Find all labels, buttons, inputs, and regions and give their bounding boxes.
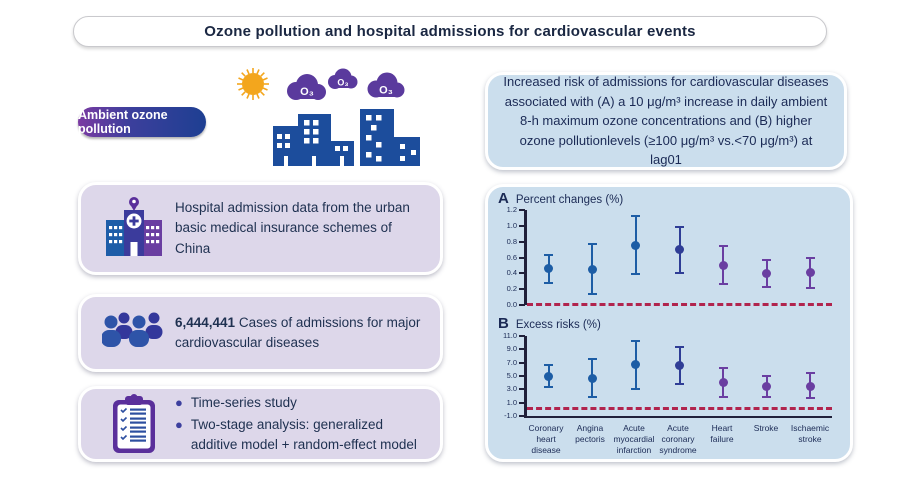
data-point: [675, 361, 684, 370]
cases-box: [78, 294, 443, 372]
y-tick-mark: [519, 402, 525, 404]
error-bar-cap-top: [719, 367, 728, 369]
list-item: [175, 393, 426, 413]
data-point: [762, 382, 771, 391]
y-tick-mark: [519, 375, 525, 377]
error-bar-cap-top: [675, 226, 684, 228]
cases-label: Cases of admissions for major cardiovascular diseases: [175, 314, 421, 350]
methods-box: [78, 386, 443, 462]
y-tick-label: -1.0: [504, 411, 517, 420]
bullet-icon: ●: [175, 416, 183, 432]
error-bar-cap-top: [719, 245, 728, 247]
y-tick-mark: [519, 257, 525, 259]
y-tick-mark: [519, 335, 525, 337]
ozone-cloud-icon: [328, 69, 358, 90]
data-point: [631, 241, 640, 250]
y-tick-mark: [519, 272, 525, 274]
people-icon: [102, 310, 166, 356]
category-label: Ischaemic stroke: [790, 423, 830, 445]
error-bar-cap-top: [762, 375, 771, 377]
cases-text: [175, 313, 426, 354]
method-1: Time-series study: [190, 394, 297, 410]
cloud-label: O₃: [300, 86, 314, 98]
panel-a-plot: [506, 205, 832, 309]
panel-a-letter: A: [498, 190, 509, 207]
y-tick-label: 1.0: [506, 397, 517, 407]
title-bar: [73, 16, 827, 47]
sun-icon: [237, 68, 269, 100]
data-point: [675, 245, 684, 254]
error-bar-cap-bottom: [719, 396, 728, 398]
category-axis-labels: [524, 423, 832, 456]
error-bar-cap-top: [675, 346, 684, 348]
error-bar-cap-bottom: [762, 286, 771, 288]
cloud-label: O₃: [379, 84, 393, 97]
ozone-cloud-icon: [368, 73, 405, 98]
panel-a-title: Percent changes (%): [515, 194, 624, 206]
y-tick-mark: [519, 241, 525, 243]
clipboard-icon: [111, 393, 157, 455]
y-tick-label: 1.0: [506, 220, 517, 230]
panel-b-plot: [502, 331, 832, 420]
bullet-icon: ●: [175, 394, 183, 410]
methods-list: [175, 391, 426, 458]
error-bar-cap-bottom: [806, 287, 815, 289]
data-point: [762, 269, 771, 278]
error-bar-cap-top: [631, 340, 640, 342]
y-tick-mark: [519, 348, 525, 350]
city-ozone-scene: [228, 62, 433, 170]
y-tick-mark: [519, 209, 525, 211]
y-tick-label: 0.8: [506, 236, 517, 246]
error-bar-cap-top: [588, 243, 597, 245]
y-tick-label: 0.0: [506, 300, 517, 309]
data-point: [631, 360, 640, 369]
ozone-cloud-icon: [287, 74, 326, 100]
error-bar-cap-bottom: [806, 397, 815, 399]
data-point: [544, 372, 553, 381]
error-bar-cap-top: [631, 215, 640, 217]
panel-b-title: Excess risks (%): [515, 319, 601, 331]
error-bar-cap-top: [544, 254, 553, 256]
y-tick-mark: [519, 304, 525, 306]
badge-label: Ambient ozone pollution: [78, 108, 168, 136]
y-tick-mark: [519, 388, 525, 390]
error-bar-cap-top: [588, 358, 597, 360]
error-bar-cap-top: [544, 364, 553, 366]
page-title: Ozone pollution and hospital admissions for cardiovascular events: [204, 23, 696, 40]
category-label: Acute myocardial infarction: [613, 423, 655, 456]
error-bar-cap-bottom: [719, 283, 728, 285]
error-bar-cap-top: [762, 259, 771, 261]
data-point: [806, 382, 815, 391]
method-2: Two-stage analysis: generalized additive model + random-effect model: [190, 416, 417, 453]
y-tick-label: 0.4: [506, 268, 517, 278]
y-tick-label: 9.0: [506, 344, 517, 354]
city-buildings-icon: [273, 109, 420, 166]
category-label: Coronary heart disease: [528, 423, 564, 456]
data-point: [588, 265, 597, 274]
hospital-icon: [102, 196, 166, 262]
data-point: [806, 268, 815, 277]
category-label: Acute coronary syndrome: [659, 423, 697, 456]
error-bar-cap-bottom: [762, 396, 771, 398]
list-item: [175, 415, 426, 456]
y-tick-label: 7.0: [506, 357, 517, 367]
y-tick-mark: [519, 225, 525, 227]
y-tick-label: 1.2: [506, 205, 517, 214]
error-bar-cap-bottom: [544, 282, 553, 284]
category-label: Stroke: [753, 423, 779, 433]
error-bar-cap-bottom: [631, 273, 640, 275]
category-label: Angina pectoris: [575, 423, 605, 445]
risk-summary-box: [485, 72, 847, 170]
y-tick-mark: [519, 415, 525, 417]
forest-plot-box: [485, 184, 853, 462]
panel-b-letter: B: [498, 315, 509, 332]
y-tick-label: 5.0: [506, 371, 517, 380]
error-bar-cap-bottom: [675, 383, 684, 385]
y-tick-label: 0.6: [506, 252, 517, 262]
panel-b-header: [498, 315, 601, 332]
cases-count: 6,444,441: [175, 314, 236, 330]
y-tick-mark: [519, 288, 525, 290]
reference-line: [527, 303, 832, 306]
risk-summary-text: Increased risk of admissions for cardiovascular diseases associated with (A) a 10 μg/m³ increase in daily ambient 8-h maximum ozone concentrations and (B) higher ozone pollutionlevels (≥100 μg/m³ vs.<70 μg/m³) at lag01: [503, 74, 829, 168]
error-bar-cap-top: [806, 372, 815, 374]
data-point: [588, 374, 597, 383]
y-tick-mark: [519, 362, 525, 364]
error-bar-cap-bottom: [544, 386, 553, 388]
data-point: [719, 378, 728, 387]
hospital-data-text: Hospital admission data from the urban basic medical insurance schemes of China: [175, 200, 410, 256]
y-tick-label: 0.2: [506, 284, 517, 294]
cloud-label: O₃: [337, 77, 349, 88]
error-bar-cap-bottom: [588, 396, 597, 398]
data-point: [719, 261, 728, 270]
y-tick-label: 3.0: [506, 384, 517, 394]
error-bar-cap-bottom: [675, 272, 684, 274]
hospital-data-box: [78, 182, 443, 275]
data-point: [544, 264, 553, 273]
error-bar-cap-top: [806, 257, 815, 259]
error-bar-cap-bottom: [588, 293, 597, 295]
category-label: Heart failure: [710, 423, 734, 445]
reference-line: [527, 407, 832, 410]
ambient-ozone-badge: [78, 107, 206, 137]
error-bar-cap-bottom: [631, 388, 640, 390]
y-tick-label: 11.0: [502, 331, 517, 340]
